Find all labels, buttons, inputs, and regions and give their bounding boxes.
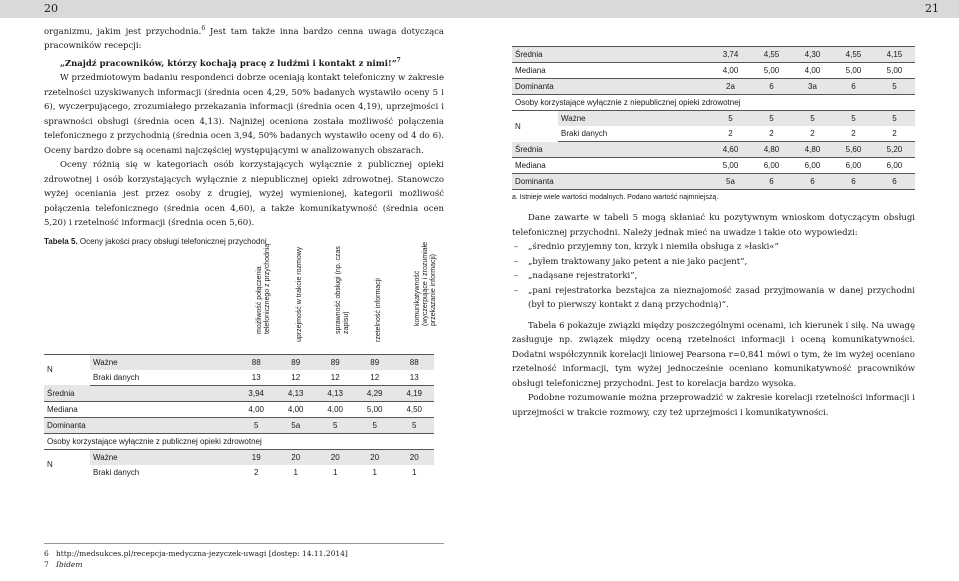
cell: 3,74 (710, 47, 751, 63)
cell: 2 (833, 126, 874, 142)
table-subhead-row (512, 95, 915, 111)
cell: 12 (355, 370, 395, 386)
paragraph-2: W przedmiotowym badaniu respondenci dobrze oceniają kontakt telefoniczny w zakresie rzetelności uzyskiwanych informacji (średnia ocen 4,29, 50% badanych wystawiło oceny 5 i 6), wyczerpującego, zrozumiałego przekazania informacji (średnia ocen 4,19), uprzejmości i sprawności obsługi (średnia ocen 4,13). Najniżej oceniona została możliwość połączenia telefonicznego z przychodnią (średnia ocen 3,94, 50% badanych wystawiło oceny od 4 do 6). Oceny bardzo dobre są ocenami najczęściej występującymi w analizowanych obszarach. (44, 73, 444, 156)
cell: 6 (751, 79, 792, 95)
n-label: N (512, 111, 558, 142)
left-page (44, 22, 444, 480)
table-row (44, 370, 434, 386)
row-label: Średnia (512, 142, 710, 158)
n-label: N (44, 354, 90, 385)
table-row (44, 385, 434, 401)
row-label: Braki danych (90, 370, 236, 386)
row-label: Mediana (512, 63, 710, 79)
table-header-row (44, 250, 434, 355)
cell: 20 (276, 449, 316, 465)
table-5-continued (512, 46, 915, 190)
table-subhead-row (44, 433, 434, 449)
cell: 4,55 (833, 47, 874, 63)
cell: 4,19 (394, 385, 434, 401)
cell: 89 (355, 354, 395, 370)
paragraph-r2: Tabela 6 pokazuje związki między poszczególnymi ocenami, ich kierunek i siłę. Na uwagę zasługuje np. związek między oceną rzetelności informacji i oceną komunikatywności. Dodatni współczynnik korelacji liniowej Pearsona r=0,841 mówi o tym, że im wyżej oceniano rzetelność informacji, tym wyżej jednocześnie oceniano komunikatywność pracowników obsługi telefonicznej przychodni. Jest to korelacja bardzo wysoka. (512, 320, 915, 389)
cell: 6,00 (751, 158, 792, 174)
col-header-2: uprzejmość w trakcie rozmowy (295, 246, 303, 342)
cell: 88 (236, 354, 276, 370)
row-label: Dominanta (44, 417, 236, 433)
table-row (512, 142, 915, 158)
cell: 4,13 (315, 385, 355, 401)
cell: 5a (710, 174, 751, 190)
n-label: N (44, 449, 90, 480)
table-row (512, 174, 915, 190)
table-row (44, 401, 434, 417)
cell: 4,13 (276, 385, 316, 401)
table-caption (44, 237, 444, 246)
page-number-right: 21 (925, 2, 939, 15)
cell: 6 (874, 174, 915, 190)
table-row (512, 79, 915, 95)
cell: 4,80 (792, 142, 833, 158)
quote-text: „Znajdź pracowników, którzy kochają pracę z ludźmi i kontakt z nimi!” (60, 58, 397, 69)
row-label: Braki danych (558, 126, 710, 142)
cell: 1 (293, 467, 298, 477)
table-row (512, 126, 915, 142)
cell: 5 (236, 417, 276, 433)
cell: 5a (276, 417, 316, 433)
footnote-num: 6 (44, 549, 49, 558)
cell: 5 (874, 79, 915, 95)
cell: 5 (833, 111, 874, 127)
cell: 5,00 (355, 401, 395, 417)
cell: 4,29 (355, 385, 395, 401)
table-title: Oceny jakości pracy obsługi telefonicznej przychodni (77, 236, 267, 246)
p1-rest: Jest tam także inna bardzo cenna uwaga dotycząca pracowników recepcji: (44, 26, 445, 52)
cell: 4,00 (710, 63, 751, 79)
row-label: Średnia (44, 385, 236, 401)
paragraph-r3: Podobne rozumowanie można przeprowadzić w zakresie korelacji rzetelności informacji i uprzejmości w trakcie rozmowy, czy też uprzejmości i komunikatywności. (512, 393, 915, 418)
cell: 5 (874, 111, 915, 127)
cell: 5 (394, 417, 434, 433)
col-header-4: rzetelność informacji (374, 277, 382, 342)
cell: 88 (394, 354, 434, 370)
cell: 3a (792, 79, 833, 95)
cell: 1 (372, 467, 377, 477)
footnote-text: http://medsukces.pl/recepcja-medyczna-jezyczek-uwagi [dostęp: 14.11.2014] (55, 549, 348, 558)
footnote-ref-7: 7 (396, 56, 401, 64)
cell: 6 (792, 174, 833, 190)
footnote-num: 7 (44, 560, 49, 569)
row-label: Ważne (90, 449, 236, 465)
cell: 6 (751, 174, 792, 190)
table-row (44, 354, 434, 370)
cell: 4,80 (751, 142, 792, 158)
subhead: Osoby korzystające wyłącznie z publicznej opieki zdrowotnej (44, 433, 434, 449)
cell: 5 (315, 417, 355, 433)
cell: 5,00 (833, 63, 874, 79)
cell: 4,00 (276, 401, 316, 417)
quote (44, 54, 444, 71)
row-label: Średnia (512, 47, 710, 63)
cell: 6,00 (792, 158, 833, 174)
cell: 6 (833, 79, 874, 95)
cell: 1 (412, 467, 417, 477)
cell: 4,00 (315, 401, 355, 417)
right-page (512, 46, 915, 420)
row-label: Ważne (90, 354, 236, 370)
subhead: Osoby korzystające wyłącznie z niepublicznej opieki zdrowotnej (512, 95, 915, 111)
page-number-left: 20 (44, 2, 58, 15)
cell: 1 (332, 467, 338, 477)
row-label: Ważne (558, 111, 710, 127)
cell: 20 (355, 449, 395, 465)
cell: 6,00 (874, 158, 915, 174)
table-note: a. Istnieje wiele wartości modalnych. Podano wartość najmniejszą. (512, 194, 719, 201)
row-label: Mediana (512, 158, 710, 174)
paragraph-1 (44, 22, 444, 54)
footnote-7 (44, 559, 444, 570)
table-row (512, 47, 915, 63)
row-label: Dominanta (512, 174, 710, 190)
p1-text: organizmu, jakim jest przychodnia. (44, 26, 202, 37)
footnote-6 (44, 548, 444, 559)
col-header-3: sprawność obsługi (np. czas zapisu) (335, 245, 351, 334)
row-label: Dominanta (512, 79, 710, 95)
cell: 5,20 (874, 142, 915, 158)
table-label: Tabela 5. (44, 236, 78, 246)
cell: 89 (315, 354, 355, 370)
cell: 5,00 (751, 63, 792, 79)
cell: 4,60 (710, 142, 751, 158)
col-header-1: możliwość połączenia telefonicznego z przychodnią (256, 243, 272, 334)
cell: 2 (792, 126, 833, 142)
cell: 13 (394, 370, 434, 386)
cell: 13 (236, 370, 276, 386)
cell: 20 (394, 449, 434, 465)
footnote-ref-6: 6 (201, 25, 206, 32)
cell: 2 (874, 126, 915, 142)
cell: 5,00 (710, 158, 751, 174)
cell: 2a (710, 79, 751, 95)
cell: 6 (833, 174, 874, 190)
quote-item: – „byłem traktowany jako petent a nie jako pacjent”, (512, 255, 915, 270)
col-header-5: komunikatywność (wyczerpujące i zrozumiałe przekazanie informacji) (414, 241, 438, 326)
cell: 5 (355, 417, 395, 433)
cell: 5 (792, 111, 833, 127)
paragraph-3: Oceny różnią się w kategoriach osób korzystających wyłącznie z publicznej opieki zdrowotnej i osób korzystających wyłącznie z niepublicznej opieki zdrowotnej. Stanowczo wyżej oceniania jest przez osoby z drugiej, wyżej wymienionej, kategorii możliwość połączenia telefonicznego (średnia ocen 4,60), a także komunikatywność (średnia ocen 5,20) i rzetelność informacji (średnia ocen 5,60). (44, 160, 444, 229)
paragraph-r1: Dane zawarte w tabeli 5 mogą skłaniać ku pozytywnym wnioskom dotyczącym obsługi telefonicznej przychodni. Należy jednak mieć na uwadze i takie oto wypowiedzi: (512, 213, 915, 238)
quote-item: – „nadąsane rejestratorki”, (512, 269, 915, 284)
cell: 5 (710, 111, 751, 127)
cell: 5 (751, 111, 792, 127)
cell: 4,50 (394, 401, 434, 417)
cell: 89 (276, 354, 316, 370)
table-row (44, 465, 434, 480)
table-row (44, 417, 434, 433)
cell: 4,00 (236, 401, 276, 417)
page-number-bar (0, 0, 959, 18)
cell: 19 (236, 449, 276, 465)
table-row (512, 111, 915, 127)
row-label: Mediana (44, 401, 236, 417)
cell: 6,00 (833, 158, 874, 174)
cell: 4,15 (874, 47, 915, 63)
cell: 12 (276, 370, 316, 386)
cell: 3,94 (236, 385, 276, 401)
cell: 4,30 (792, 47, 833, 63)
cell: 5,00 (874, 63, 915, 79)
quote-item: – „pani rejestratorka bezstajca za nieznajomość zasad przyjmowania w danej przychodni (był to pierwszy kontakt z daną przychodnią)”. (512, 284, 915, 313)
cell: 4,55 (751, 47, 792, 63)
table-row (44, 449, 434, 465)
cell: 4,00 (792, 63, 833, 79)
cell: 12 (315, 370, 355, 386)
table-row (512, 63, 915, 79)
cell: 2 (751, 126, 792, 142)
cell: 2 (710, 126, 751, 142)
cell: 20 (315, 449, 355, 465)
row-label: Braki danych (93, 467, 140, 477)
footnote-text: Ibidem (55, 560, 83, 569)
quote-item: – „średnio przyjemny ton, krzyk i niemiła obsługa z »łaski«” (512, 240, 915, 255)
table-row (512, 158, 915, 174)
cell: 2 (253, 467, 259, 477)
footnotes (44, 543, 444, 570)
cell: 5,60 (833, 142, 874, 158)
